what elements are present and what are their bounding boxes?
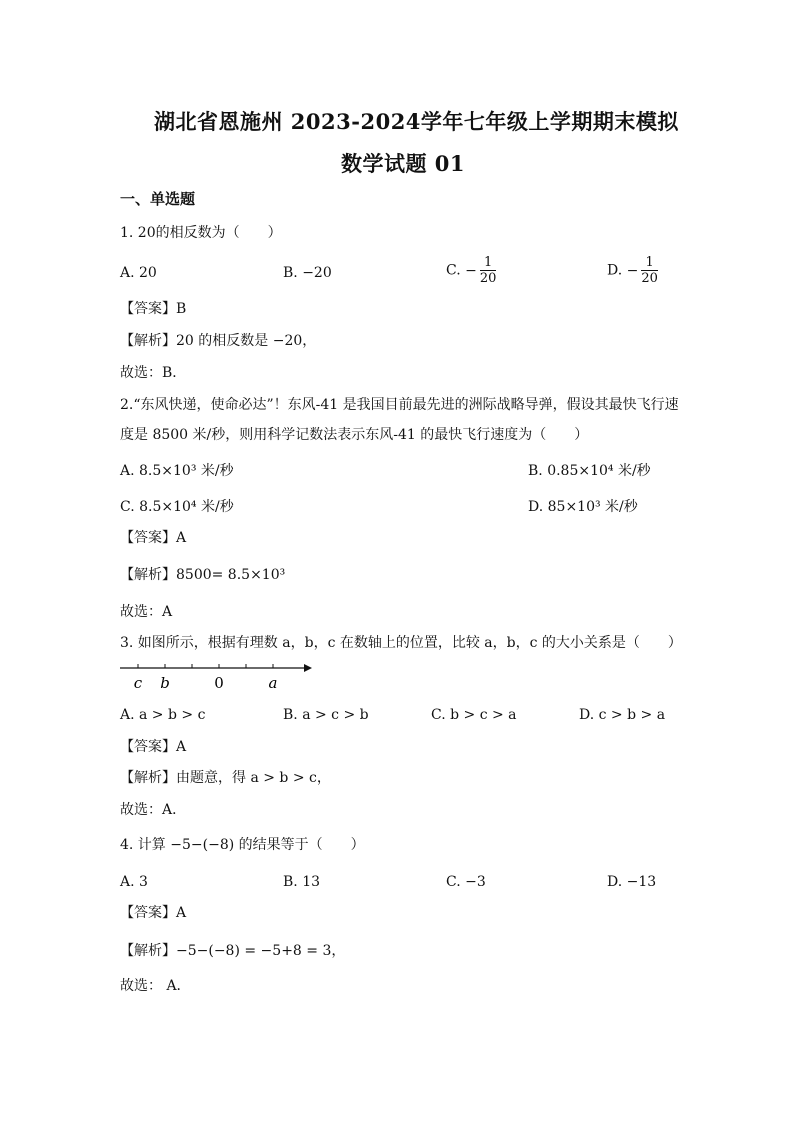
q4-option-d: D. −13 (607, 874, 657, 890)
fraction-denominator: 20 (641, 271, 658, 286)
q1-option-d (607, 256, 658, 285)
q2-option-c: C. 8.5×10⁴ 米/秒 (120, 499, 234, 515)
q3-option-d: D. c > b > a (579, 707, 666, 723)
q2-analysis: 【解析】8500= 8.5×10³ (120, 567, 286, 583)
q2-option-a: A. 8.5×10³ 米/秒 (120, 463, 234, 479)
q2-option-d: D. 85×10³ 米/秒 (528, 499, 638, 515)
q1-option-d-label: D. (607, 262, 623, 279)
q1-analysis: 【解析】20 的相反数是 −20， (120, 333, 317, 349)
fraction-numerator: 1 (641, 256, 658, 271)
q4-option-c: C. −3 (446, 874, 486, 890)
q3-answer: 【答案】A (120, 739, 187, 755)
question-4-stem: 4. 计算 −5−(−8) 的结果等于（ ） (120, 837, 365, 853)
q3-option-b: B. a > c > b (283, 707, 369, 723)
q1-option-c-sign: − (465, 262, 477, 279)
question-2-stem-line1: 2.“东风快递，使命必达”！东风-41 是我国目前最先进的洲际战略导弹，假设其最快飞行速 (120, 397, 679, 413)
fraction-denominator: 20 (479, 271, 497, 286)
q4-answer: 【答案】A (120, 905, 187, 921)
q4-option-b: B. 13 (283, 874, 321, 890)
q1-option-b: B. −20 (283, 265, 332, 281)
q1-choose: 故选：B． (120, 365, 187, 381)
section-heading: 一、单选题 (120, 190, 196, 208)
page-subtitle: 数学试题 01 (341, 151, 466, 176)
question-1-stem: 1. 20的相反数为（ ） (120, 225, 282, 241)
fraction-numerator: 1 (480, 256, 497, 271)
axis-label-c: c (133, 674, 143, 692)
q2-choose: 故选：A (120, 604, 173, 620)
page-title: 湖北省恩施州 2023-2024学年七年级上学期期末模拟 (154, 109, 679, 134)
q4-choose: 故选： A． (120, 978, 191, 994)
q1-option-c-label: C. (446, 262, 461, 279)
q1-option-c-fraction (480, 256, 497, 285)
arrow-head-icon (304, 664, 312, 672)
q3-option-c: C. b > c > a (431, 707, 517, 723)
question-2-stem-line2: 度是 8500 米/秒，则用科学记数法表示东风-41 的最快飞行速度为（ ） (120, 427, 589, 443)
q3-option-a: A. a > b > c (120, 707, 206, 723)
question-3-stem: 3. 如图所示，根据有理数 a，b，c 在数轴上的位置，比较 a，b，c 的大小关系是（ ） (120, 635, 682, 651)
number-line (118, 658, 318, 694)
q2-option-b: B. 0.85×10⁴ 米/秒 (528, 463, 651, 479)
axis-label-zero: 0 (214, 674, 224, 692)
q4-analysis: 【解析】−5−(−8) = −5+8 = 3， (120, 943, 346, 959)
q1-answer: 【答案】B (120, 301, 187, 317)
q1-option-d-fraction (641, 256, 658, 285)
q1-option-c (446, 256, 496, 285)
axis-label-a: a (268, 674, 278, 692)
q2-answer: 【答案】A (120, 530, 187, 546)
q1-option-a: A. 20 (120, 265, 157, 281)
q3-choose: 故选：A． (120, 802, 187, 818)
q1-option-d-sign: − (626, 262, 639, 279)
q3-analysis: 【解析】由题意，得 a > b > c， (120, 770, 331, 786)
q4-option-a: A. 3 (120, 874, 148, 890)
axis-label-b: b (160, 674, 170, 692)
